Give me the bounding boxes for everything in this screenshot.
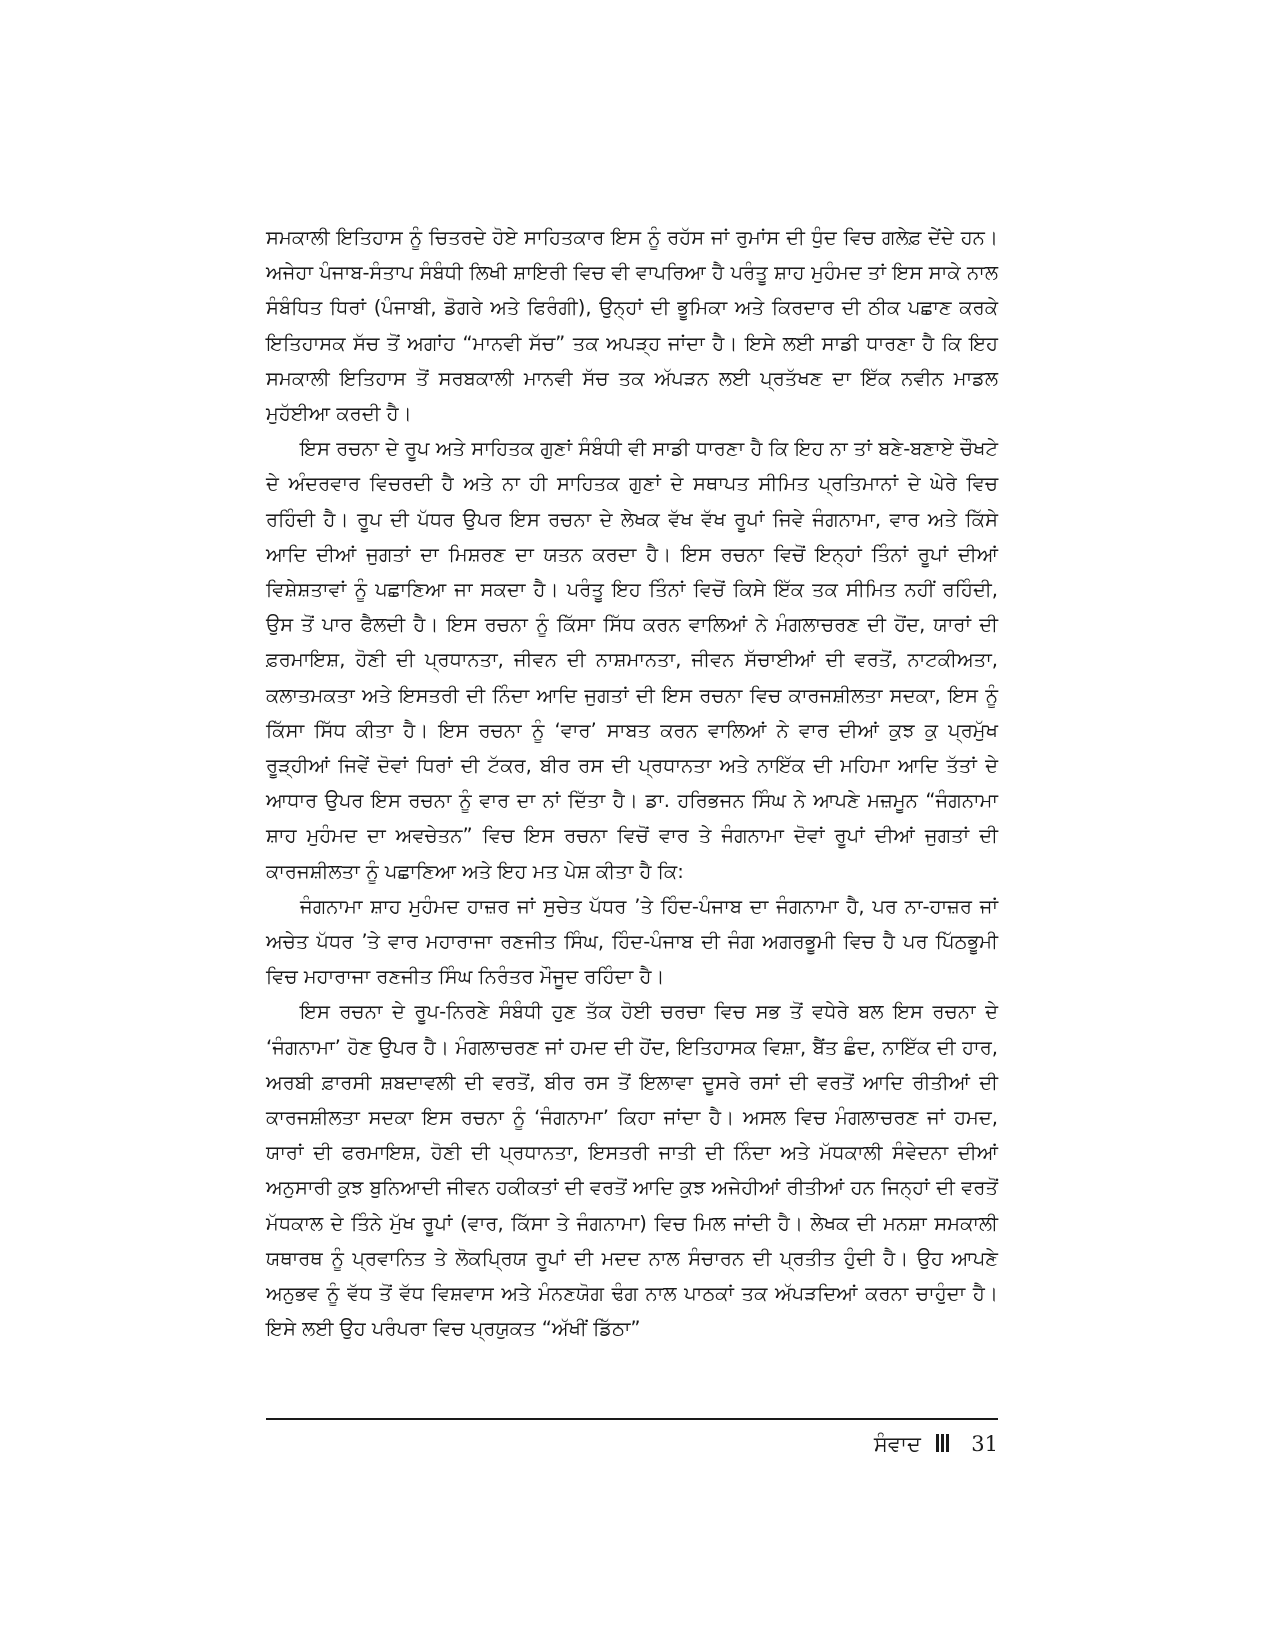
- separator-bars-icon: [936, 1429, 951, 1461]
- paragraph-3: ਇਸ ਰਚਨਾ ਦੇ ਰੂਪ-ਨਿਰਣੇ ਸੰਬੰਧੀ ਹੁਣ ਤੱਕ ਹੋਈ ਚਰਚਾ ਵਿਚ ਸਭ ਤੋਂ ਵਧੇਰੇ ਬਲ ਇਸ ਰਚਨਾ ਦੇ ‘ਜੰਗਨਾਮਾ’ ਹੋਣ ਉਪਰ ਹੈ। ਮੰਗਲਾਚਰਣ ਜਾਂ ਹਮਦ ਦੀ ਹੋਂਦ, ਇਤਿਹਾਸਕ ਵਿਸ਼ਾ, ਬੈਂਤ ਛੰਦ, ਨਾਇੱਕ ਦੀ ਹਾਰ, ਅਰਬੀ ਫ਼ਾਰਸੀ ਸ਼ਬਦਾਵਲੀ ਦੀ ਵਰਤੋਂ, ਬੀਰ ਰਸ ਤੋਂ ਇਲਾਵਾ ਦੂਸਰੇ ਰਸਾਂ ਦੀ ਵਰਤੋਂ ਆਦਿ ਰੀਤੀਆਂ ਦੀ ਕਾਰਜਸ਼ੀਲਤਾ ਸਦਕਾ ਇਸ ਰਚਨਾ ਨੂੰ ‘ਜੰਗਨਾਮਾ’ ਕਿਹਾ ਜਾਂਦਾ ਹੈ। ਅਸਲ ਵਿਚ ਮੰਗਲਾਚਰਣ ਜਾਂ ਹਮਦ, ਯਾਰਾਂ ਦੀ ਫਰਮਾਇਸ਼, ਹੋਣੀ ਦੀ ਪ੍ਰਧਾਨਤਾ, ਇਸਤਰੀ ਜਾਤੀ ਦੀ ਨਿੰਦਾ ਅਤੇ ਮੱਧਕਾਲੀ ਸੰਵੇਦਨਾ ਦੀਆਂ ਅਨੁਸਾਰੀ ਕੁਝ ਬੁਨਿਆਦੀ ਜੀਵਨ ਹਕੀਕਤਾਂ ਦੀ ਵਰਤੋਂ ਆਦਿ ਕੁਝ ਅਜੇਹੀਆਂ ਰੀਤੀਆਂ ਹਨ ਜਿਨ੍ਹਾਂ ਦੀ ਵਰਤੋਂ ਮੱਧਕਾਲ ਦੇ ਤਿੰਨੇ ਮੁੱਖ ਰੂਪਾਂ (ਵਾਰ, ਕਿੱਸਾ ਤੇ ਜੰਗਨਾਮਾ) ਵਿਚ ਮਿਲ ਜਾਂਦੀ ਹੈ। ਲੇਖਕ ਦੀ ਮਨਸ਼ਾ ਸਮਕਾਲੀ ਯਥਾਰਥ ਨੂੰ ਪ੍ਰਵਾਨਿਤ ਤੇ ਲੋਕਪ੍ਰਿਯ ਰੂਪਾਂ ਦੀ ਮਦਦ ਨਾਲ ਸੰਚਾਰਨ ਦੀ ਪ੍ਰਤੀਤ ਹੁੰਦੀ ਹੈ। ਉਹ ਆਪਣੇ ਅਨੁਭਵ ਨੂੰ ਵੱਧ ਤੋਂ ਵੱਧ ਵਿਸ਼ਵਾਸ ਅਤੇ ਮੰਨਣਯੋਗ ਢੰਗ ਨਾਲ ਪਾਠਕਾਂ ਤਕ ਅੱਪੜਦਿਆਂ ਕਰਨਾ ਚਾਹੁੰਦਾ ਹੈ। ਇਸੇ ਲਈ ਉਹ ਪਰੰਪਰਾ ਵਿਚ ਪ੍ਰਯੁਕਤ “ਅੱਖੀਂ ਡਿੱਠਾ”: [266, 1000, 998, 1341]
- page-number: 31: [971, 1432, 998, 1456]
- footer-divider: [266, 1418, 998, 1420]
- page-footer: [266, 1428, 998, 1461]
- block-quote: ਜੰਗਨਾਮਾ ਸ਼ਾਹ ਮੁਹੰਮਦ ਹਾਜ਼ਰ ਜਾਂ ਸੁਚੇਤ ਪੱਧਰ ’ਤੇ ਹਿੰਦ-ਪੰਜਾਬ ਦਾ ਜੰਗਨਾਮਾ ਹੈ, ਪਰ ਨਾ-ਹਾਜ਼ਰ ਜਾਂ ਅਚੇਤ ਪੱਧਰ ’ਤੇ ਵਾਰ ਮਹਾਰਾਜਾ ਰਣਜੀਤ ਸਿੰਘ, ਹਿੰਦ-ਪੰਜਾਬ ਦੀ ਜੰਗ ਅਗਰਭੂਮੀ ਵਿਚ ਹੈ ਪਰ ਪਿੱਠਭੂਮੀ ਵਿਚ ਮਹਾਰਾਜਾ ਰਣਜੀਤ ਸਿੰਘ ਨਿਰੰਤਰ ਮੌਜੂਦ ਰਹਿੰਦਾ ਹੈ।: [266, 894, 998, 989]
- paragraph-1: ਸਮਕਾਲੀ ਇਤਿਹਾਸ ਨੂੰ ਚਿਤਰਦੇ ਹੋਏ ਸਾਹਿਤਕਾਰ ਇਸ ਨੂੰ ਰਹੱਸ ਜਾਂ ਰੁਮਾਂਸ ਦੀ ਧੁੰਦ ਵਿਚ ਗਲੇਫ਼ ਦੇਂਦੇ ਹਨ। ਅਜੇਹਾ ਪੰਜਾਬ-ਸੰਤਾਪ ਸੰਬੰਧੀ ਲਿਖੀ ਸ਼ਾਇਰੀ ਵਿਚ ਵੀ ਵਾਪਰਿਆ ਹੈ ਪਰੰਤੂ ਸ਼ਾਹ ਮੁਹੰਮਦ ਤਾਂ ਇਸ ਸਾਕੇ ਨਾਲ ਸੰਬੰਧਿਤ ਧਿਰਾਂ (ਪੰਜਾਬੀ, ਡੋਗਰੇ ਅਤੇ ਫਿਰੰਗੀ), ਉਨ੍ਹਾਂ ਦੀ ਭੂਮਿਕਾ ਅਤੇ ਕਿਰਦਾਰ ਦੀ ਠੀਕ ਪਛਾਣ ਕਰਕੇ ਇਤਿਹਾਸਕ ਸੱਚ ਤੋਂ ਅਗਾਂਹ “ਮਾਨਵੀ ਸੱਚ” ਤਕ ਅਪੜ੍ਹ ਜਾਂਦਾ ਹੈ। ਇਸੇ ਲਈ ਸਾਡੀ ਧਾਰਣਾ ਹੈ ਕਿ ਇਹ ਸਮਕਾਲੀ ਇਤਿਹਾਸ ਤੋਂ ਸਰਬਕਾਲੀ ਮਾਨਵੀ ਸੱਚ ਤਕ ਅੱਪੜਨ ਲਈ ਪ੍ਰਤੱਖਣ ਦਾ ਇੱਕ ਨਵੀਨ ਮਾਡਲ ਮੁਹੱਈਆ ਕਰਦੀ ਹੈ।: [266, 226, 998, 426]
- article-body: [266, 220, 998, 1347]
- journal-name: ਸੰਵਾਦ: [873, 1432, 921, 1456]
- paragraph-2: ਇਸ ਰਚਨਾ ਦੇ ਰੂਪ ਅਤੇ ਸਾਹਿਤਕ ਗੁਣਾਂ ਸੰਬੰਧੀ ਵੀ ਸਾਡੀ ਧਾਰਣਾ ਹੈ ਕਿ ਇਹ ਨਾ ਤਾਂ ਬਣੇ-ਬਣਾਏ ਚੌਖਟੇ ਦੇ ਅੰਦਰਵਾਰ ਵਿਚਰਦੀ ਹੈ ਅਤੇ ਨਾ ਹੀ ਸਾਹਿਤਕ ਗੁਣਾਂ ਦੇ ਸਥਾਪਤ ਸੀਮਿਤ ਪ੍ਰਤਿਮਾਨਾਂ ਦੇ ਘੇਰੇ ਵਿਚ ਰਹਿੰਦੀ ਹੈ। ਰੂਪ ਦੀ ਪੱਧਰ ਉਪਰ ਇਸ ਰਚਨਾ ਦੇ ਲੇਖਕ ਵੱਖ ਵੱਖ ਰੂਪਾਂ ਜਿਵੇ ਜੰਗਨਾਮਾ, ਵਾਰ ਅਤੇ ਕਿੱਸੇ ਆਦਿ ਦੀਆਂ ਜੁਗਤਾਂ ਦਾ ਮਿਸ਼ਰਣ ਦਾ ਯਤਨ ਕਰਦਾ ਹੈ। ਇਸ ਰਚਨਾ ਵਿਚੋਂ ਇਨ੍ਹਾਂ ਤਿੰਨਾਂ ਰੂਪਾਂ ਦੀਆਂ ਵਿਸ਼ੇਸ਼ਤਾਵਾਂ ਨੂੰ ਪਛਾਣਿਆ ਜਾ ਸਕਦਾ ਹੈ। ਪਰੰਤੂ ਇਹ ਤਿੰਨਾਂ ਵਿਚੋਂ ਕਿਸੇ ਇੱਕ ਤਕ ਸੀਮਿਤ ਨਹੀਂ ਰਹਿੰਦੀ, ਉਸ ਤੋਂ ਪਾਰ ਫੈਲਦੀ ਹੈ। ਇਸ ਰਚਨਾ ਨੂੰ ਕਿੱਸਾ ਸਿੱਧ ਕਰਨ ਵਾਲਿਆਂ ਨੇ ਮੰਗਲਾਚਰਣ ਦੀ ਹੋਂਦ, ਯਾਰਾਂ ਦੀ ਫ਼ਰਮਾਇਸ਼, ਹੋਣੀ ਦੀ ਪ੍ਰਧਾਨਤਾ, ਜੀਵਨ ਦੀ ਨਾਸ਼ਮਾਨਤਾ, ਜੀਵਨ ਸੱਚਾਈਆਂ ਦੀ ਵਰਤੋਂ, ਨਾਟਕੀਅਤਾ, ਕਲਾਤਮਕਤਾ ਅਤੇ ਇਸਤਰੀ ਦੀ ਨਿੰਦਾ ਆਦਿ ਜੁਗਤਾਂ ਦੀ ਇਸ ਰਚਨਾ ਵਿਚ ਕਾਰਜਸ਼ੀਲਤਾ ਸਦਕਾ, ਇਸ ਨੂੰ ਕਿੱਸਾ ਸਿੱਧ ਕੀਤਾ ਹੈ। ਇਸ ਰਚਨਾ ਨੂੰ ‘ਵਾਰ’ ਸਾਬਤ ਕਰਨ ਵਾਲਿਆਂ ਨੇ ਵਾਰ ਦੀਆਂ ਕੁਝ ਕੁ ਪ੍ਰਮੁੱਖ ਰੂੜ੍ਹੀਆਂ ਜਿਵੇਂ ਦੋਵਾਂ ਧਿਰਾਂ ਦੀ ਟੱਕਰ, ਬੀਰ ਰਸ ਦੀ ਪ੍ਰਧਾਨਤਾ ਅਤੇ ਨਾਇੱਕ ਦੀ ਮਹਿਮਾ ਆਦਿ ਤੱਤਾਂ ਦੇ ਆਧਾਰ ਉਪਰ ਇਸ ਰਚਨਾ ਨੂੰ ਵਾਰ ਦਾ ਨਾਂ ਦਿੱਤਾ ਹੈ। ਡਾ. ਹਰਿਭਜਨ ਸਿੰਘ ਨੇ ਆਪਣੇ ਮਜ਼ਮੂਨ “ਜੰਗਨਾਮਾ ਸ਼ਾਹ ਮੁਹੰਮਦ ਦਾ ਅਵਚੇਤਨ” ਵਿਚ ਇਸ ਰਚਨਾ ਵਿਚੋਂ ਵਾਰ ਤੇ ਜੰਗਨਾਮਾ ਦੋਵਾਂ ਰੂਪਾਂ ਦੀਆਂ ਜੁਗਤਾਂ ਦੀ ਕਾਰਜਸ਼ੀਲਤਾ ਨੂੰ ਪਛਾਣਿਆ ਅਤੇ ਇਹ ਮਤ ਪੇਸ਼ ਕੀਤਾ ਹੈ ਕਿ:: [266, 437, 998, 883]
